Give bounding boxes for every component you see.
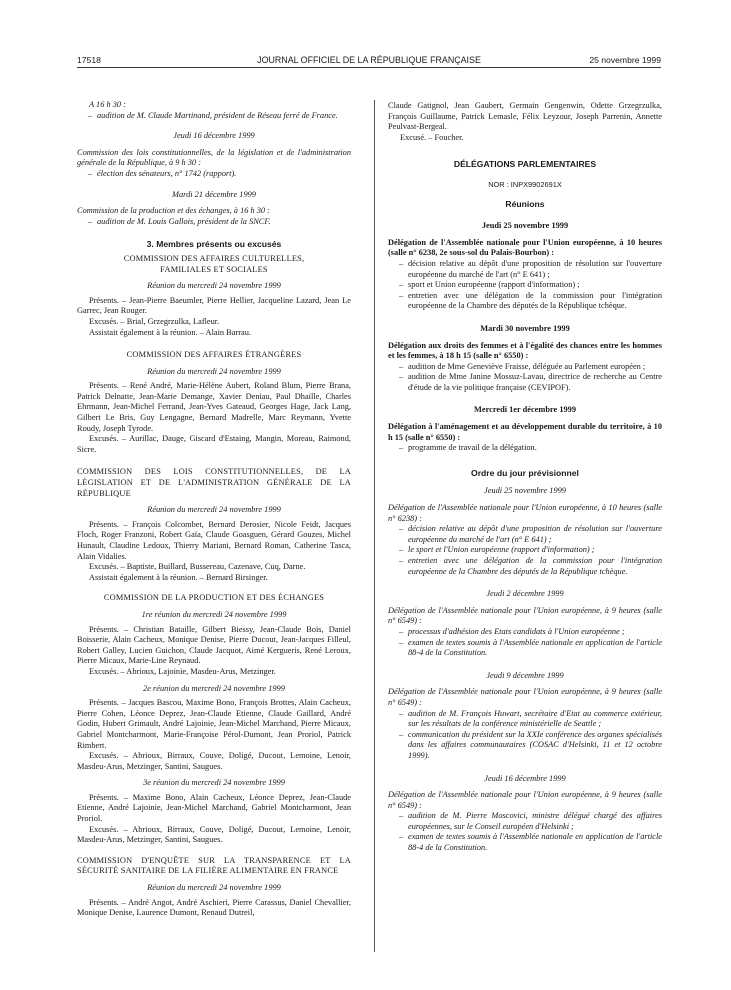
agenda-item: – processus d'adhésion des Etats candidats à l'Union européenne ; [388,627,662,638]
delegations-title: DÉLÉGATIONS PARLEMENTAIRES [453,159,597,170]
excuses-paragraph: Excusés. – Aurillac, Dauge, Giscard d'Estaing, Mangin, Moreau, Raimond, Sicre. [77,434,351,454]
excuses-paragraph: Excusés. – Abrioux, Lajoinie, Masdeu-Arus, Metzinger. [89,666,276,676]
commission-heading: Commission de la production et des échanges, à 16 h 30 : [77,206,270,216]
commission-title: COMMISSION DES AFFAIRES ÉTRANGÈRES [126,350,302,360]
time-line: A 16 h 30 : [89,100,126,109]
page-number: 17518 [77,55,101,65]
meeting-heading: Réunion du mercredi 24 novembre 1999 [147,505,281,515]
assistait-paragraph: Assistait également à la réunion. – Alain Barrau. [89,327,251,337]
agenda-item: – entretien avec une délégation de la commission pour l'intégration européenne de la Chambre des députés de la République tchèque. [388,556,662,577]
agenda-item: – examen de textes soumis à l'Assemblée nationale en application de l'article 88-4 de la Constitution. [388,832,662,853]
presents-paragraph: Présents. – Jacques Bascou, Maxime Bono, François Brottes, Alain Cacheux, Pierre Cohen, Léonce Deprez, Jean-Claude Etienne, Claude Gaillard, André Godin, Hubert Grimault, André Lajoinie, Jean-Michel Marchand, Pierre Micaux, Gabriel Montcharmont, Marie-Françoise Pérol-Dumont, Jean Proriol, Patrick Rimbert. [77,698,351,750]
excuses-paragraph: Excusés. – Abrioux, Birraux, Couve, Doligé, Ducout, Lemoine, Lenoir, Masdeu-Arus, Metzinger, Santini, Saugues. [77,751,351,771]
date-heading: Jeudi 2 décembre 1999 [486,589,564,599]
date-heading: Jeudi 16 décembre 1999 [484,773,566,783]
presents-paragraph: Présents. – Jean-Pierre Baeumler, Pierre Hellier, Jacqueline Lazard, Jean Le Garrec, Jean Rouger. [77,295,351,316]
agenda-list [388,709,662,762]
agenda-item: – décision relative au dépôt d'une proposition de résolution sur l'ouverture européenne du marché de l'art (n° E 641) ; [388,524,662,545]
issue-date: 25 novembre 1999 [589,55,661,65]
agenda-item: – audition de M. Louis Gallois, président de la SNCF. [77,217,351,228]
delegation-heading: Délégation aux droits des femmes et à l'égalité des chances entre les hommes et les femmes, à 18 h 15 (salle n° 6550) : [388,340,662,361]
presents-paragraph: Présents. – François Colcombet, Bernard Derosier, Nicole Feidt, Jacques Floch, Roger Franzoni, Robert Gaïa, Claude Goasguen, Gérard Gouzes, Michel Hunault, Claudine Ledoux, Thierry Mariani, Bernard Roman, Catherine Tasca, Alain Vidalies. [77,519,351,561]
excuses-paragraph: Excusé. – Foucher. [400,132,464,142]
agenda-item: – audition de M. Pierre Moscovici, ministre délégué chargé des affaires européennes, sur le Conseil européen d'Helsinki ; [388,811,662,832]
meeting-heading: Réunion du mercredi 24 novembre 1999 [147,281,281,291]
agenda-item: – examen de textes soumis à l'Assemblée nationale en application de l'article 88-4 de la Constitution. [388,638,662,659]
assistait-paragraph: Assistait également à la réunion. – Bernard Birsinger. [89,572,268,582]
agenda-list [77,111,351,122]
commission-title: COMMISSION D'ENQUÊTE SUR LA TRANSPARENCE ET LA SÉCURITÉ SANITAIRE DE LA FILIÈRE ALIMENTAIRE EN FRANCE [77,855,351,876]
delegation-heading: Délégation de l'Assemblée nationale pour l'Union européenne, à 10 heures (salle n° 6238) : [388,503,662,523]
ordre-title: Ordre du jour prévisionnel [471,467,579,478]
date-heading: Jeudi 25 novembre 1999 [481,221,569,231]
agenda-item: – audition de Mme Janine Mossuz-Lavau, directrice de recherche au Centre d'étude de la vie politique française (CEVIPOF). [388,372,662,393]
delegation-heading: Délégation à l'aménagement et au développement durable du territoire, à 10 h 15 (salle n° 6550) : [388,422,662,442]
agenda-list [77,217,351,228]
commission-heading: Commission des lois constitutionnelles, de la législation et de l'administration générale de la République, à 9 h 30 : [77,147,351,168]
agenda-list [388,259,662,312]
delegation-heading: Délégation de l'Assemblée nationale pour l'Union européenne, à 9 heures (salle n° 6549) : [388,790,662,810]
delegation-heading: Délégation de l'Assemblée nationale pour l'Union européenne, à 10 heures (salle n° 6238, 2e sous-sol du Palais-Bourbon) : [388,237,662,258]
journal-title: JOURNAL OFFICIEL DE LA RÉPUBLIQUE FRANÇAISE [257,55,481,65]
section-title: 3. Membres présents ou excusés [146,239,282,250]
presents-paragraph: Présents. – Christian Bataille, Gilbert Biessy, Jean-Claude Bois, Daniel Boisserie, Alain Cacheux, Monique Denise, Pierre Ducout, Jean-Jacques Filleul, Robert Galley, Lucien Guichon, Claude Jacquot, Aimé Kergueris, René Leroux, Pierre Micaux, Marie-Line Reynaud. [77,624,351,666]
presents-continuation: Claude Gatignol, Jean Gaubert, Germain Gengenwin, Odette Grzegrzulka, François Guillaume, Patrick Lemasle, Félix Leyzour, Joseph Parrenin, Annette Peulvast-Bergeal. [388,101,662,132]
meeting-heading: 3e réunion du mercredi 24 novembre 1999 [143,778,285,788]
agenda-list [388,524,662,577]
presents-paragraph: Présents. – Maxime Bono, Alain Cacheux, Léonce Deprez, Jean-Claude Etienne, André Lajoinie, Jean-Michel Marchand, Gabriel Montcharmont, Jean Proriol. [77,792,351,824]
nor-reference: NOR : INPX9902691X [488,179,562,189]
delegation-heading: Délégation de l'Assemblée nationale pour l'Union européenne, à 9 heures (salle n° 6549) : [388,687,662,707]
agenda-item: – le sport et l'Union européenne (rapport d'information) ; [388,545,662,556]
presents-paragraph: Présents. – René André, Marie-Hélène Aubert, Roland Blum, Pierre Brana, Patrick Delnatte, Jean-Marie Demange, Xavier Deniau, Paul Dhaille, Charles Ehrmann, Jean-Michel Ferrand, Jean-Yves Gateaud, Georges Hage, Jack Lang, Gilbert Le Bris, Guy Lengagne, Bernard Madrelle, Marc Reymann, Yvette Roudy, Joseph Tyrode. [77,381,351,433]
agenda-item: – élection des sénateurs, n° 1742 (rapport). [77,169,351,180]
date-heading: Mercredi 1er décembre 1999 [473,405,577,415]
reunions-title: Réunions [505,198,545,209]
right-column [388,101,662,854]
date-heading: Jeudi 25 novembre 1999 [484,486,566,496]
date-heading: Mardi 21 décembre 1999 [172,189,256,199]
agenda-list [388,627,662,659]
meeting-heading: 2e réunion du mercredi 24 novembre 1999 [143,683,285,693]
agenda-item: – audition de M. Claude Martinand, président de Réseau ferré de France. [77,111,351,122]
left-column [77,100,351,919]
agenda-item: – audition de Mme Geneviève Fraisse, déléguée au Parlement européen ; [388,362,662,373]
agenda-list [77,169,351,180]
date-heading: Mardi 30 novembre 1999 [480,323,570,333]
agenda-item: – communication du président sur la XXIe conférence des organes spécialisés dans les affaires communautaires (COSAC d'Helsinki, 11 et 12 octobre 1999). [388,730,662,762]
date-heading: Jeudi 16 décembre 1999 [173,131,255,141]
header-rule [77,67,661,68]
agenda-list [388,362,662,394]
commission-title: COMMISSION DE LA PRODUCTION ET DES ÉCHANGES [103,593,325,603]
excuses-paragraph: Excusés. – Brial, Grzegrzulka, Lafleur. [89,316,220,326]
meeting-heading: 1re réunion du mercredi 24 novembre 1999 [141,609,287,619]
agenda-item: – décision relative au dépôt d'une proposition de résolution sur l'ouverture européenne du marché de l'art (n° E 641) ; [388,259,662,280]
meeting-heading: Réunion du mercredi 24 novembre 1999 [147,366,281,376]
commission-title: COMMISSION DES AFFAIRES CULTURELLES, FAMILIALES ET SOCIALES [123,253,305,274]
column-divider [374,100,375,952]
agenda-list [388,811,662,853]
excuses-paragraph: Excusés. – Abrioux, Birraux, Couve, Doligé, Ducout, Lemoine, Lenoir, Masdeu-Arus, Metzinger, Santini, Saugues. [77,824,351,845]
date-heading: Jeudi 9 décembre 1999 [486,670,564,680]
agenda-item: – audition de M. François Huwart, secrétaire d'Etat au commerce extérieur, sur les résultats de la conférence ministérielle de Seattle ; [388,709,662,730]
meeting-heading: Réunion du mercredi 24 novembre 1999 [147,883,281,893]
excuses-paragraph: Excusés. – Baptiste, Buillard, Bussereau, Cazenave, Cuq, Darne. [89,562,306,572]
commission-title: COMMISSION DES LOIS CONSTITUTIONNELLES, DE LA LÉGISLATION ET DE L'ADMINISTRATION GÉNÉRALE DE LA RÉPUBLIQUE [77,467,351,498]
delegation-heading: Délégation de l'Assemblée nationale pour l'Union européenne, à 9 heures (salle n° 6549) : [388,605,662,626]
presents-paragraph: Présents. – André Angot, André Aschieri, Pierre Carassus, Daniel Chevallier, Monique Denise, Laurence Dumont, Renaud Dutreil, [77,897,351,918]
agenda-list [388,443,662,454]
agenda-item: – programme de travail de la délégation. [388,443,662,454]
agenda-item: – sport et Union européenne (rapport d'information) ; [388,280,662,291]
agenda-item: – entretien avec une délégation de la commission pour l'intégration européenne de la Chambre des députés de la République tchèque. [388,291,662,312]
